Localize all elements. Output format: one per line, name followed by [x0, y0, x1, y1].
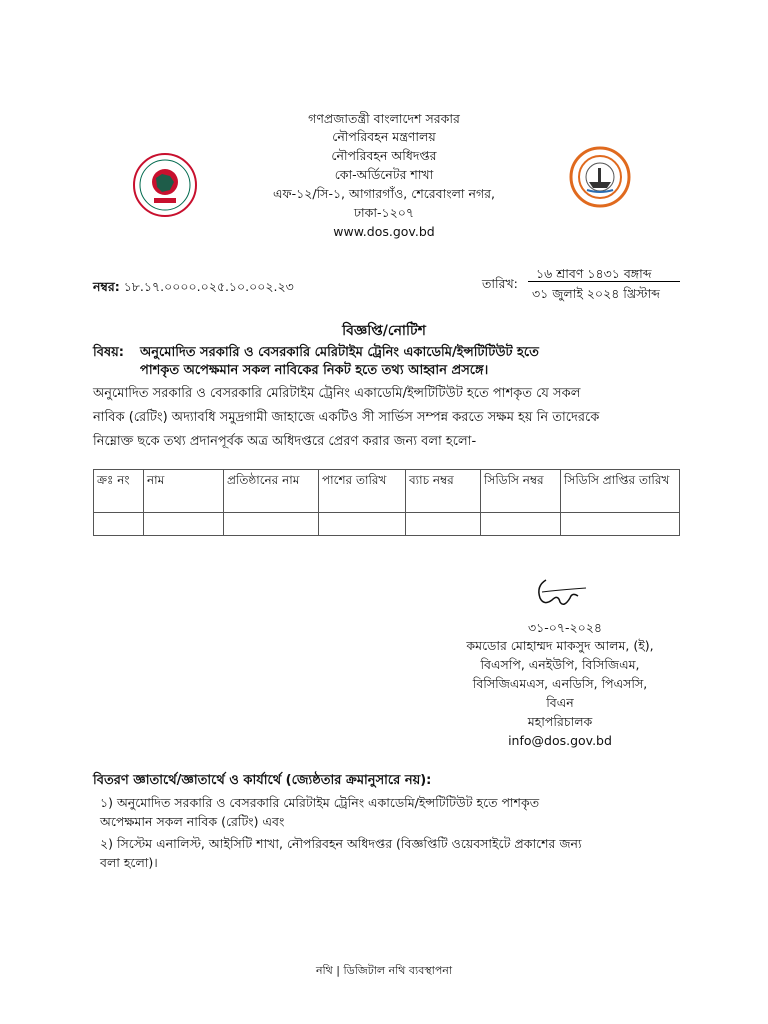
footer-text: নথি | ডিজিটাল নথি ব্যবস্থাপনা — [315, 964, 453, 977]
bangladesh-govt-logo — [132, 152, 198, 218]
signatory-designation: মহাপরিচালক — [527, 714, 593, 729]
distribution-title: বিতরণ জ্ঞাতার্থে/জ্ঞাতার্থে ও কার্যার্থে (জ্যেষ্ঠতার ক্রমানুসারে নয়): — [93, 773, 432, 788]
col-batch: ব্যাচ নম্বর — [406, 470, 481, 513]
table-row — [94, 513, 680, 536]
subject-label: বিষয়: — [93, 345, 124, 360]
address-line: এফ-১২/সি-১, আগারগাঁও, শেরেবাংলা নগর, — [273, 186, 495, 201]
signatory-titles-2: বিসিজিএমএস, এনডিসি, পিএসসি, — [472, 676, 648, 691]
signature-date: ৩১-০৭-২০২৪ — [528, 620, 603, 635]
date-bangla: ১৬ শ্রাবণ ১৪৩১ বঙ্গাব্দ — [536, 266, 652, 281]
memo-number-label: নম্বর: — [93, 279, 120, 294]
signature-image — [528, 572, 598, 612]
subject-line-2: পাশকৃত অপেক্ষমান সকল নাবিকের নিকট হতে তথ্য আহ্বান প্রসঙ্গে। — [140, 363, 489, 378]
date-divider — [528, 281, 680, 282]
table-header-row — [94, 470, 680, 513]
date-english: ৩১ জুলাই ২০২৪ খ্রিস্টাব্দ — [532, 286, 660, 301]
subject-line-1: অনুমোদিত সরকারি ও বেসরকারি মেরিটাইম ট্রেনিং একাডেমি/ইন্সটিটিউট হতে — [140, 345, 539, 360]
body-line-1: অনুমোদিত সরকারি ও বেসরকারি মেরিটাইম ট্রেনিং একাডেমি/ইন্সটিটিউট হতে পাশকৃত যে সকল — [93, 386, 581, 401]
notice-title: বিজ্ঞপ্তি/নোটিশ — [342, 323, 426, 339]
distribution-item-1: ১) অনুমোদিত সরকারি ও বেসরকারি মেরিটাইম ট্রেনিং একাডেমি/ইন্সটিটিউট হতে পাশকৃত — [100, 795, 540, 810]
info-table — [93, 469, 680, 536]
memo-number — [93, 279, 294, 299]
body-line-2: নাবিক (রেটিং) অদ্যাবধি সমুদ্রগামী জাহাজে একটিও সী সার্ভিস সম্পন্ন করতে সক্ষম হয় নি তাদেরকে — [93, 410, 600, 425]
col-name: নাম — [144, 470, 224, 513]
dos-logo — [569, 144, 631, 210]
distribution-item-1-cont: অপেক্ষমান সকল নাবিক (রেটিং) এবং — [100, 814, 285, 829]
col-cdc-date: সিডিসি প্রাপ্তির তারিখ — [561, 470, 680, 513]
body-line-3: নিম্নোক্ত ছকে তথ্য প্রদানপূর্বক অত্র অধিদপ্তরে প্রেরণ করার জন্য বলা হলো- — [93, 434, 477, 449]
distribution-item-2-cont: বলা হলো)। — [100, 855, 158, 870]
department-name: নৌপরিবহন অধিদপ্তর — [331, 148, 437, 163]
col-pass-date: পাশের তারিখ — [319, 470, 406, 513]
city-line: ঢাকা-১২০৭ — [353, 205, 415, 220]
ministry-name: নৌপরিবহন মন্ত্রণালয় — [332, 129, 436, 144]
col-institute: প্রতিষ্ঠানের নাম — [224, 470, 319, 513]
date-label: তারিখ: — [482, 276, 518, 291]
signatory-name: কমডোর মোহাম্মদ মাকসুদ আলম, (ই), — [466, 638, 654, 653]
branch-name: কো-অর্ডিনেটর শাখা — [334, 167, 434, 182]
signatory-titles-3: বিএন — [546, 695, 574, 710]
signatory-titles-1: বিএসপি, এনইউপি, বিসিজিএম, — [480, 657, 640, 672]
website-link[interactable]: www.dos.gov.bd — [333, 224, 435, 239]
memo-number-value: ১৮.১৭.০০০০.০২৫.১০.০০২.২৩ — [123, 279, 294, 294]
col-serial: ক্রঃ নং — [94, 470, 144, 513]
govt-name: গণপ্রজাতন্ত্রী বাংলাদেশ সরকার — [308, 111, 460, 126]
col-cdc-number: সিডিসি নম্বর — [481, 470, 561, 513]
signatory-email[interactable]: info@dos.gov.bd — [508, 733, 612, 748]
distribution-item-2: ২) সিস্টেম এনালিস্ট, আইসিটি শাখা, নৌপরিবহন অধিদপ্তর (বিজ্ঞপ্তিটি ওয়েবসাইটে প্রকাশের জন্য — [100, 836, 582, 851]
